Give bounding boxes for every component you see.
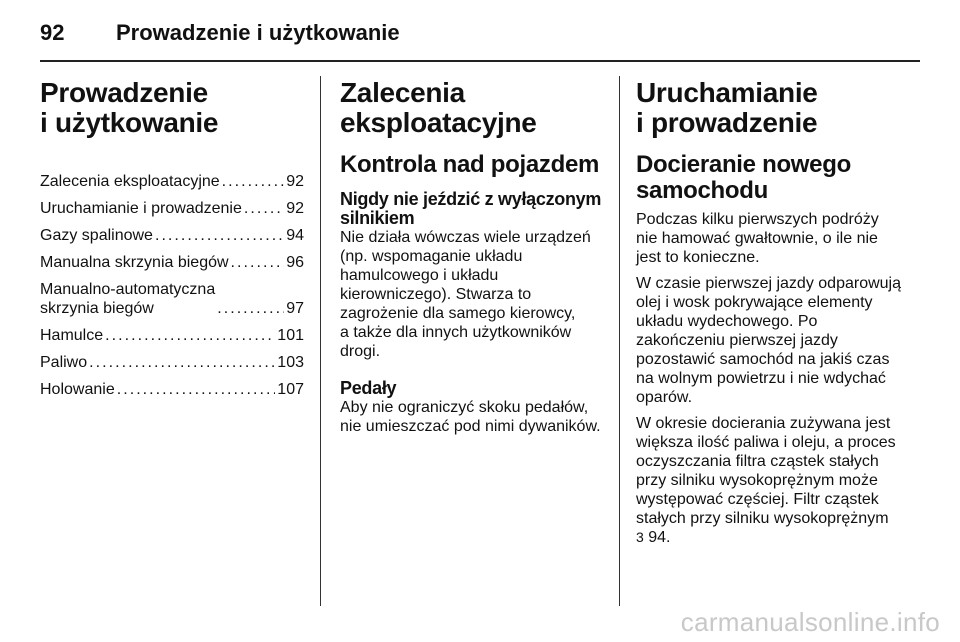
toc-page: 103 (277, 354, 304, 371)
text-line: nie umieszczać pod nimi dywaników. (340, 418, 601, 435)
toc-leader (217, 299, 284, 318)
text-line: oczyszczania filtra cząstek stałych (636, 453, 879, 470)
toc-label: Holowanie (40, 381, 115, 398)
text-line: hamulcowego i układu (340, 267, 499, 284)
starting-driving-column (636, 78, 916, 554)
text-line: Aby nie ograniczyć skoku pedałów, (340, 399, 589, 416)
toc-entry[interactable] (40, 380, 304, 399)
section-title-line: Uruchamianie (636, 77, 818, 108)
running-title: Prowadzenie i użytkowanie (116, 20, 400, 45)
topic-heading: Pedały (340, 378, 397, 398)
page-reference-link[interactable]: 94. (648, 529, 671, 546)
body-paragraph (340, 398, 608, 436)
subsection-title: Kontrola nad pojazdem (340, 151, 600, 178)
chapter-title-line: Prowadzenie (40, 77, 208, 108)
subsection-title-line: samochodu (636, 177, 768, 204)
toc-label: Hamulce (40, 327, 104, 344)
toc-label: Uruchamianie i prowadzenie (40, 200, 242, 217)
page-number: 92 (40, 20, 65, 45)
text-line: układu wydechowego. Po (636, 313, 818, 330)
toc-page: 107 (277, 381, 304, 398)
toc-page: 92 (286, 200, 304, 217)
toc-leader (117, 380, 276, 399)
subsection-title-line: Docieranie nowego (636, 151, 851, 178)
text-line: drogi. (340, 343, 381, 360)
toc-entry[interactable] (40, 353, 304, 372)
text-line: olej i wosk pokrywające elementy (636, 294, 873, 311)
toc-entry[interactable] (40, 253, 304, 272)
contents-column (40, 78, 304, 407)
recommendations-column (340, 78, 608, 443)
toc-leader (89, 353, 275, 372)
toc-entry[interactable] (40, 199, 304, 218)
toc-label: Zalecenia eksploatacyjne (40, 173, 220, 190)
page-reference-icon: 3 (636, 529, 644, 545)
table-of-contents (40, 172, 304, 399)
text-line: zagrożenie dla samego kierowcy, (340, 305, 576, 322)
section-title-line: i prowadzenie (636, 107, 818, 138)
column-divider (619, 76, 620, 606)
toc-page: 94 (286, 227, 304, 244)
toc-label: Paliwo (40, 354, 88, 371)
text-line: przy silniku wysokoprężnym może (636, 472, 878, 489)
text-line: a także dla innych użytkowników (340, 324, 572, 341)
topic-heading: Nigdy nie jeździć z wyłączonym silnikiem (340, 189, 602, 228)
column-divider (320, 76, 321, 606)
watermark: carmanualsonline.info (680, 607, 940, 637)
text-line: występować częściej. Filtr cząstek (636, 491, 879, 508)
text-line: Nie działa wówczas wiele urządzeń (340, 229, 591, 246)
text-line: oparów. (636, 389, 693, 406)
toc-leader (231, 253, 285, 272)
section-title (340, 78, 608, 138)
toc-label: Gazy spalinowe (40, 227, 153, 244)
toc-label: Manualna skrzynia biegów (40, 254, 229, 271)
body-paragraph (636, 274, 916, 407)
page-header (40, 18, 920, 62)
toc-page: 92 (286, 173, 304, 190)
section-title (636, 78, 916, 138)
toc-entry[interactable] (40, 326, 304, 345)
body-paragraph (340, 228, 608, 361)
toc-entry[interactable] (40, 172, 304, 191)
chapter-title-line: i użytkowanie (40, 107, 219, 138)
toc-entry[interactable] (40, 226, 304, 245)
toc-leader (244, 199, 284, 218)
text-line: pozostawić samochód na jakiś czas (636, 351, 890, 368)
section-title-line: eksploatacyjne (340, 107, 537, 138)
toc-leader (105, 326, 275, 345)
text-line: stałych przy silniku wysokoprężnym (636, 510, 889, 527)
toc-page: 97 (286, 300, 304, 317)
text-line: jest to konieczne. (636, 249, 760, 266)
text-line: W okresie docierania zużywana jest (636, 415, 891, 432)
text-line: zakończeniu pierwszej jazdy (636, 332, 838, 349)
text-line: W czasie pierwszej jazdy odparowują (636, 275, 901, 292)
text-line: kierowniczego). Stwarza to (340, 286, 532, 303)
toc-entry[interactable] (40, 280, 304, 318)
toc-page: 96 (286, 254, 304, 271)
text-line: Podczas kilku pierwszych podróży (636, 211, 879, 228)
text-line: nie hamować gwałtownie, o ile nie (636, 230, 878, 247)
toc-leader (155, 226, 284, 245)
body-paragraph (636, 210, 916, 267)
toc-leader (222, 172, 285, 191)
body-paragraph (636, 414, 916, 547)
toc-label: Manualno-automatyczna skrzynia biegów (40, 281, 216, 317)
toc-page: 101 (277, 327, 304, 344)
text-line: (np. wspomaganie układu (340, 248, 523, 265)
subsection-title (636, 152, 916, 204)
text-line: większa ilość paliwa i oleju, a proces (636, 434, 896, 451)
section-title-line: Zalecenia (340, 77, 465, 108)
text-line: na wolnym powietrzu i nie wdychać (636, 370, 886, 387)
chapter-title (40, 78, 304, 138)
